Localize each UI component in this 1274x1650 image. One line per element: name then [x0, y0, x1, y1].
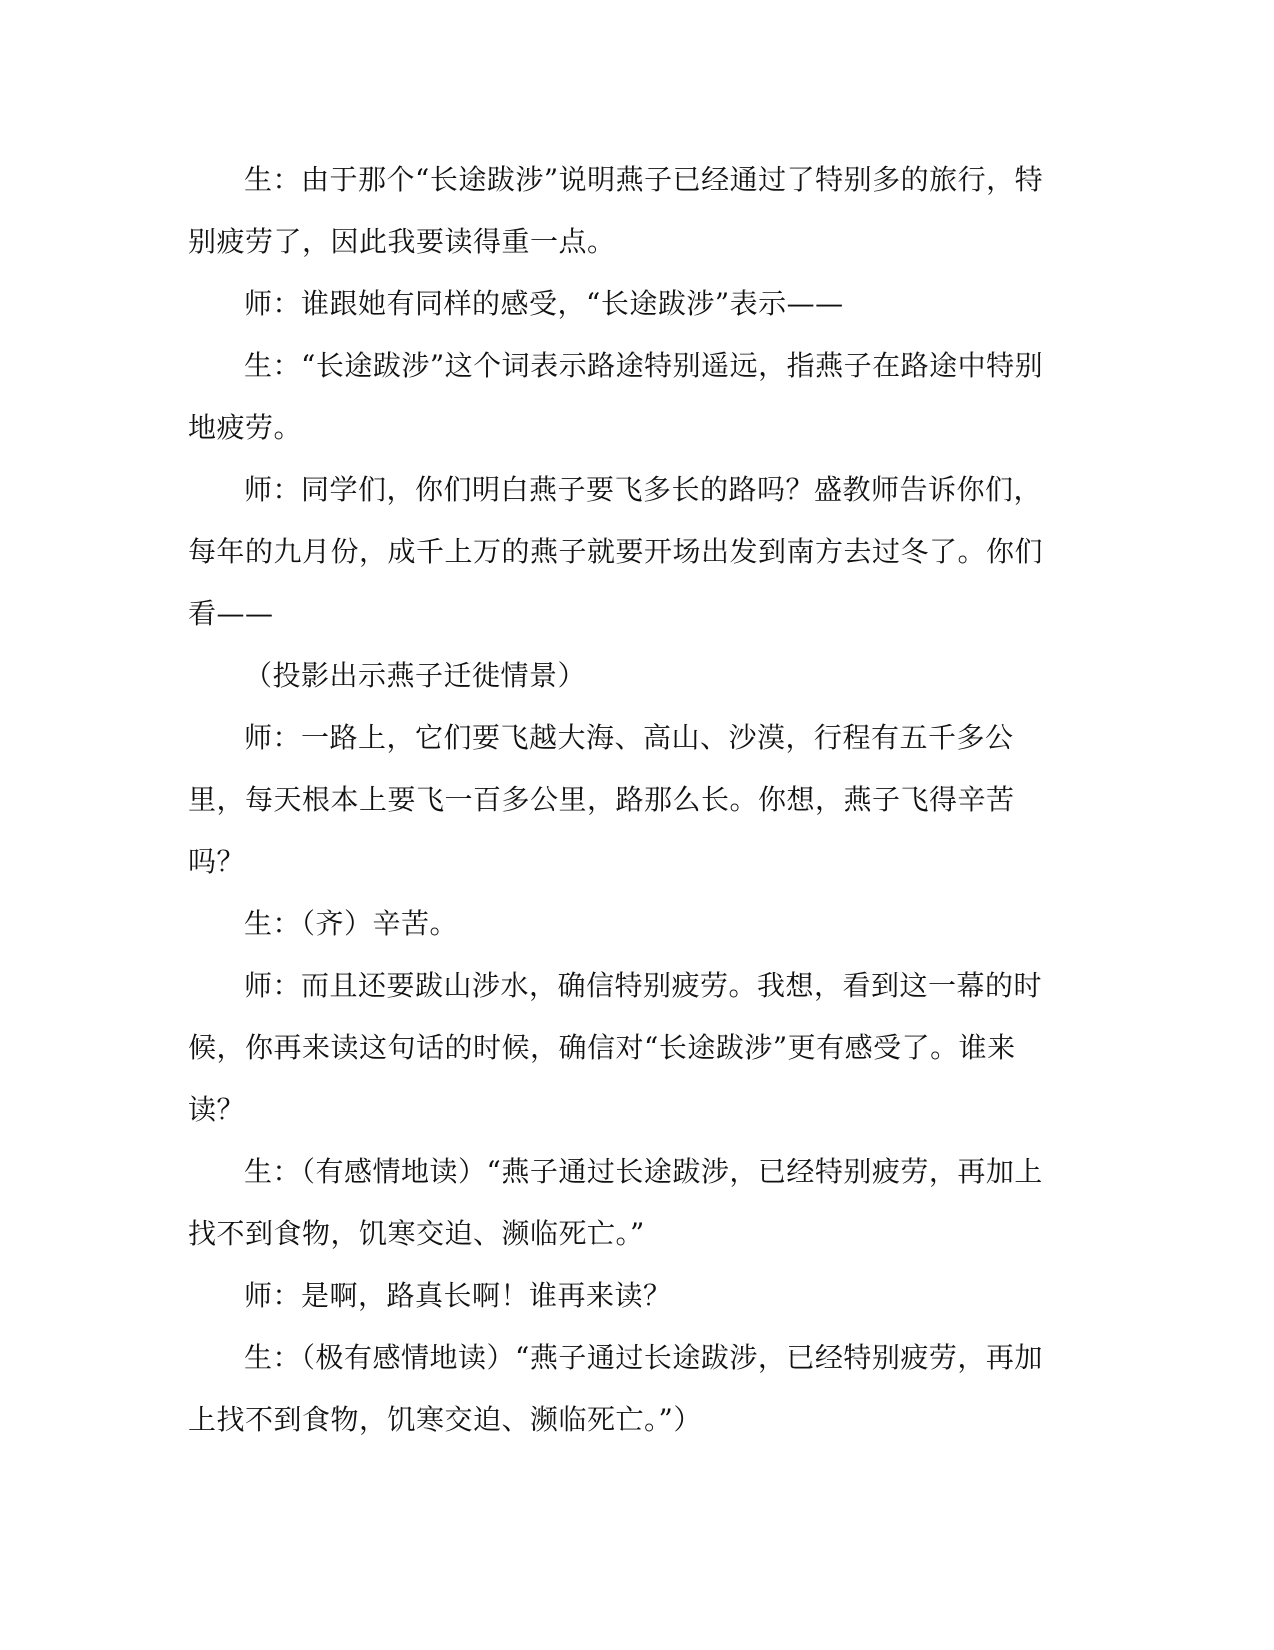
paragraph-1: 生：由于那个“长途跋涉”说明燕子已经通过了特别多的旅行，特别疲劳了，因此我要读得重一点。	[188, 163, 1044, 258]
paragraph-8: 师：而且还要跋山涉水，确信特别疲劳。我想，看到这一幕的时候，你再来读这句话的时候，确信对“长途跋涉”更有感受了。谁来读？	[188, 969, 1043, 1126]
paragraph-7: 生：（齐）辛苦。	[244, 907, 459, 940]
paragraph-4: 师：同学们，你们明白燕子要飞多长的路吗？盛教师告诉你们，每年的九月份，成千上万的燕子就要开场出发到南方去过冬了。你们看——	[188, 473, 1044, 630]
paragraph-2: 师：谁跟她有同样的感受，“长途跋涉”表示——	[244, 287, 844, 320]
paragraph-9: 生：（有感情地读）“燕子通过长途跋涉，已经特别疲劳，再加上找不到食物，饥寒交迫、濒临死亡。”	[188, 1155, 1043, 1250]
document-page	[188, 149, 1048, 1451]
paragraph-6: 师：一路上，它们要飞越大海、高山、沙漠，行程有五千多公里，每天根本上要飞一百多公里，路那么长。你想，燕子飞得辛苦吗？	[188, 721, 1015, 878]
paragraph-11: 生：（极有感情地读）“燕子通过长途跋涉，已经特别疲劳，再加上找不到食物，饥寒交迫、濒临死亡。”）	[188, 1341, 1043, 1436]
stage-direction: （投影出示燕子迁徙情景）	[244, 659, 587, 692]
paragraph-10: 师：是啊，路真长啊！谁再来读？	[244, 1279, 672, 1312]
paragraph-3: 生：“长途跋涉”这个词表示路途特别遥远，指燕子在路途中特别地疲劳。	[188, 349, 1044, 444]
